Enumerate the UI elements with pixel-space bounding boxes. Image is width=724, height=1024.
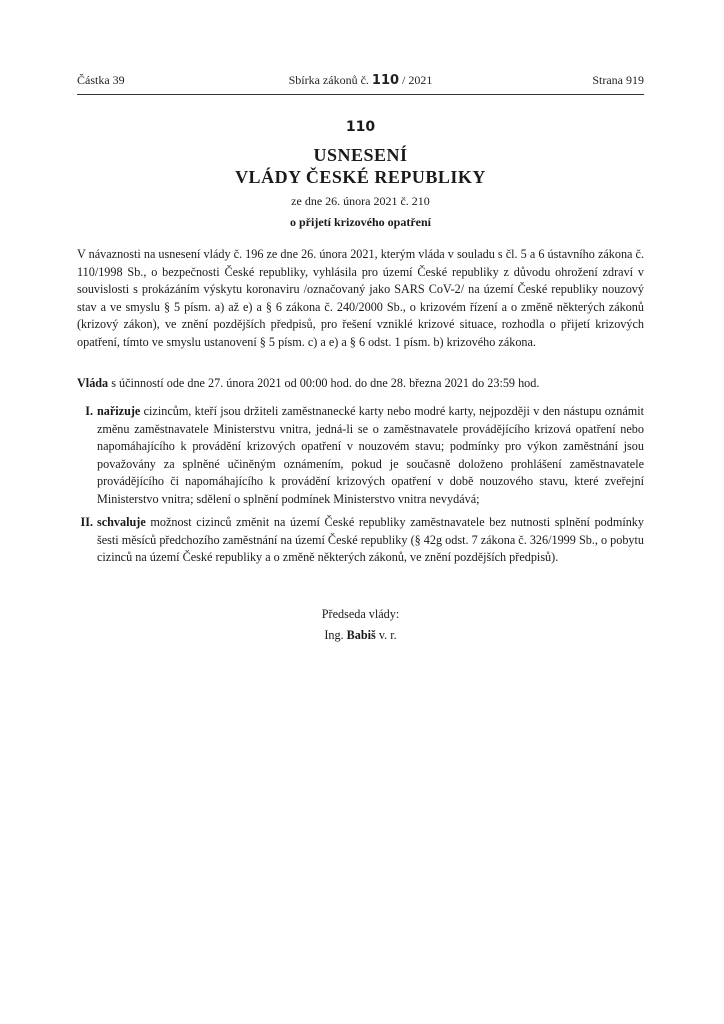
intro-paragraph: V návaznosti na usnesení vlády č. 196 ze dne 26. února 2021, kterým vláda v souladu s čl. 5 a 6 ústavního zákona č. 110/1998 Sb., o bezpečnosti České republiky, vyhlásila pro území České republiky z důvodu ohrožení zdraví v souvislosti s prokázáním výskytu koronaviru /označovaný jako SARS CoV-2/ na území České republiky nouzový stav a ve smyslu § 5 písm. a) až e) a § 6 zákona č. 240/2000 Sb., o krizovém řízení a o změně některých zákonů (krizový zákon), ve znění pozdějších předpisů, pro řešení vzniklé krizové situace, rozhodla o přijetí krizových opatření, tímto ve smyslu ustanovení § 5 písm. c) a e) a § 6 odst. 1 písm. b) krizového zákona. [77,247,644,349]
item-marker: I. [85,404,93,418]
header-divider [77,94,644,95]
signatory-role: Předseda vlády: [321,607,400,621]
header-page-number: Strana 919 [592,73,644,87]
header-collection-label: Sbírka zákonů č. [288,73,369,87]
resolution-item [77,514,644,567]
header-collection-year: / 2021 [402,73,433,87]
resolution-item [77,403,644,508]
document-type: USNESENÍ [313,145,408,165]
signatory-title: Ing. [324,628,344,642]
validity-text: s účinností ode dne 27. února 2021 od 00:00 hod. do dne 28. března 2021 do 23:59 hod. [108,376,540,390]
signatory-name-line [77,625,644,646]
header-collection-number: 110 [371,73,400,88]
signatory-name: Babiš [346,628,376,642]
document-issuer: VLÁDY ČESKÉ REPUBLIKY [235,167,486,187]
item-content [97,403,644,508]
title-block [77,118,644,231]
signatory-suffix: v. r. [378,628,397,642]
document-number: 110 [345,119,376,135]
document-subject: o přijetí krizového opatření [290,215,431,229]
document-date: ze dne 26. února 2021 č. 210 [291,194,430,208]
item-verb: nařizuje [97,404,141,418]
item-verb: schvaluje [97,515,146,529]
item-text: cizincům, kteří jsou držiteli zaměstnanecké karty nebo modré karty, nejpozději v den nástupu oznámit změnu zaměstnavatele Ministerstvu vnitra, jedná-li se o zaměstnavatele provádějícího krizová opatření nebo napomáhajícího k provádění krizových opatření v nouzovém stavu; podmínky pro výkon zaměstnání jsou považovány za splněné učiněným oznámením, pokud je současně doloženo prohlášení zaměstnavatele provádějícího či napomáhajícího k provádění krizových opatření v době nouzového stavu, které zveřejní Ministerstvo vnitra; sdělení o splnění podmínek Ministerstvo vnitra nevydává; [97,404,644,506]
page-header [77,73,644,91]
item-marker: II. [80,515,93,529]
validity-subject: Vláda [77,376,109,390]
header-part: Částka 39 [77,73,125,87]
item-content [97,514,644,567]
header-collection [77,73,644,88]
validity-paragraph [77,375,644,393]
item-text: možnost cizinců změnit na území České republiky zaměstnavatele bez nutnosti splnění podmínky šesti měsíců předchozího zaměstnání na území České republiky (§ 42g odst. 7 zákona č. 326/1999 Sb., o pobytu cizinců na území České republiky a o změně některých zákonů, ve znění pozdějších předpisů). [97,515,644,564]
signature-block [77,604,644,646]
